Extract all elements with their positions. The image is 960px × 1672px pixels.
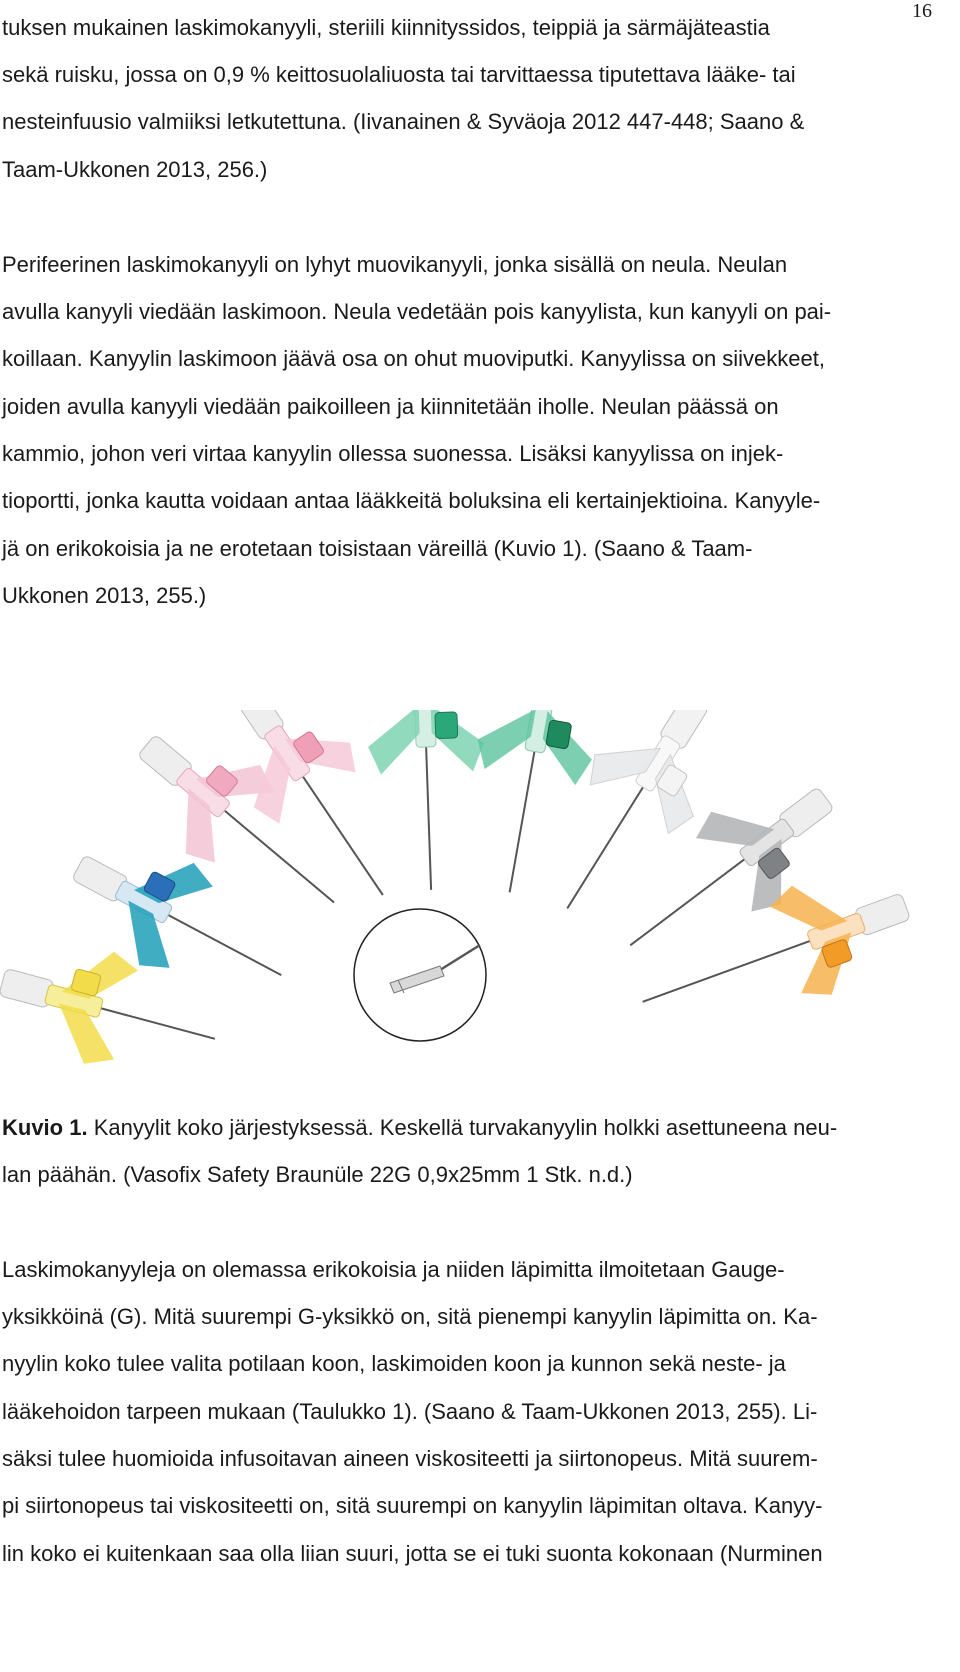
text-line: joiden avulla kanyyli viedään paikoilleen ja kiinnitetään iholle. Neulan päässä on bbox=[2, 394, 779, 419]
caption-label: Kuvio 1. bbox=[2, 1115, 88, 1140]
text-line: Taam-Ukkonen 2013, 256.) bbox=[2, 157, 268, 182]
text-line: tioportti, jonka kautta voidaan antaa lääkkeitä boluksina eli kertainjektioina. Kanyyle- bbox=[2, 488, 821, 513]
page-number: 16 bbox=[912, 0, 932, 22]
needle-tip-detail-circle bbox=[354, 909, 486, 1041]
text-line: sekä ruisku, jossa on 0,9 % keittosuolaliuosta tai tarvittaessa tiputettava lääke- tai bbox=[2, 62, 796, 87]
text-line: Ukkonen 2013, 255.) bbox=[2, 583, 207, 608]
text-line: nesteinfuusio valmiiksi letkutettuna. (Iivanainen & Syväoja 2012 447-448; Saano & bbox=[2, 109, 805, 134]
cannula-fan bbox=[0, 710, 926, 1095]
cannula-green-light bbox=[365, 710, 489, 892]
text-line: lääkehoidon tarpeen mukaan (Taulukko 1). (Saano & Taam-Ukkonen 2013, 255). Li- bbox=[2, 1399, 818, 1424]
text-line: jä on erikokoisia ja ne erotetaan toisistaan väreillä (Kuvio 1). (Saano & Taam- bbox=[2, 536, 753, 561]
cannula-yellow bbox=[0, 926, 230, 1095]
caption-line bbox=[2, 1114, 837, 1142]
text-line: Perifeerinen laskimokanyyli on lyhyt muovikanyyli, jonka sisällä on neula. Neulan bbox=[2, 252, 788, 277]
text-line: tuksen mukainen laskimokanyyli, steriili kiinnityssidos, teippiä ja särmäjäteastia bbox=[2, 15, 770, 40]
text-line: nyylin koko tulee valita potilaan koon, laskimoiden koon ja kunnon sekä neste- ja bbox=[2, 1351, 786, 1376]
caption-line: lan päähän. (Vasofix Safety Braunüle 22G 0,9x25mm 1 Stk. n.d.) bbox=[2, 1162, 633, 1187]
text-line: lin koko ei kuitenkaan saa olla liian suuri, jotta se ei tuki suonta kokonaan (Nurminen bbox=[2, 1541, 823, 1566]
text-line: yksikköinä (G). Mitä suurempi G-yksikkö on, sitä pienempi kanyylin läpimitta on. Ka- bbox=[2, 1304, 818, 1329]
text-line: koillaan. Kanyylin laskimoon jäävä osa on ohut muoviputki. Kanyylissa on siivekkeet, bbox=[2, 346, 825, 371]
text-line: pi siirtonopeus tai viskositeetti on, sitä suurempi on kanyylin läpimitan oltava. Kanyy- bbox=[2, 1493, 823, 1518]
cannula-figure bbox=[0, 710, 960, 1110]
text-line: avulla kanyyli viedään laskimoon. Neula vedetään pois kanyylista, kun kanyyli on pai- bbox=[2, 299, 832, 324]
caption-text: Kanyylit koko järjestyksessä. Keskellä turvakanyylin holkki asettuneena neu- bbox=[87, 1115, 838, 1140]
text-line: Laskimokanyyleja on olemassa erikokoisia ja niiden läpimitta ilmoitetaan Gauge- bbox=[2, 1257, 785, 1282]
text-line: kammio, johon veri virtaa kanyylin ollessa suonessa. Lisäksi kanyylissa on injek- bbox=[2, 441, 784, 466]
text-line: säksi tulee huomioida infusoitavan aineen viskositeetti ja siirtonopeus. Mitä suurem- bbox=[2, 1446, 818, 1471]
